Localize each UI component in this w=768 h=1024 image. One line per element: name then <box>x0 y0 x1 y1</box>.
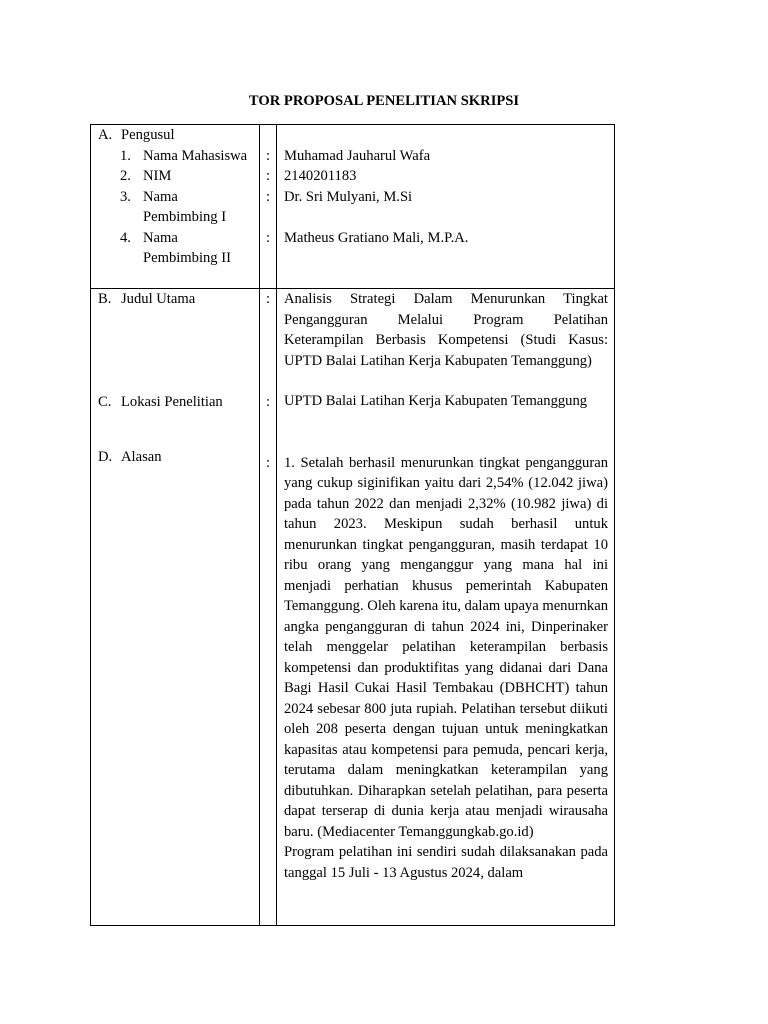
value-nim: 2140201183 <box>284 168 357 184</box>
value-alasan-paragraph-1: 1. Setalah berhasil menurunkan tingkat pengangguran yang cukup siginifikan yaitu dari 2,54% (12.042 jiwa) pada tahun 2022 dan menjadi 2,32% (10.982 jiwa) di tahun 2023. Meskipun sudah berhasil untuk menurunkan tingkat pengangguran, masih terdapat 10 ribu orang yang menganggur yang mana hal ini menjadi perhatian khusus pemerintah Kabupaten Temanggung. Oleh karena itu, dalam upaya menurnkan angka pengangguran di tahun 2024 ini, Dinperinaker telah menggelar pelatihan keterampilan berbasis kompetensi dan produktifitas yang didanai dari Dana Bagi Hasil Cukai Hasil Tembakau (DBHCHT) tahun 2024 sebesar 800 juta rupiah. Pelatihan tersebut diikuti oleh 208 peserta dengan tujuan untuk meningkatkan kapasitas atau kompetensi para pemuda, pencari kerja, terutama dalam meningkatkan keterampilan yang dibutuhkan. Diharapkan setelah pelatihan, para peserta dapat terserap di dunia kerja atau menjadi wirausaha baru. (Mediacenter Temanggungkab.go.id) <box>284 454 608 840</box>
document-title: TOR PROPOSAL PENELITIAN SKRIPSI <box>248 93 520 109</box>
label-pembimbing-2: Nama Pembimbing II <box>143 229 231 266</box>
value-pembimbing-2: Matheus Gratiano Mali, M.P.A. <box>284 229 469 246</box>
colon: : <box>265 291 271 307</box>
section-letter-a: A. <box>98 127 113 143</box>
label-nama-mahasiswa: Nama Mahasiswa <box>143 147 248 164</box>
value-nama-mahasiswa: Muhamad Jauharul Wafa <box>284 147 431 164</box>
colon: : <box>265 455 271 471</box>
section-label-judul: Judul Utama <box>121 291 196 307</box>
section-letter-b: B. <box>98 291 112 307</box>
colon: : <box>265 147 271 164</box>
colon: : <box>265 168 271 184</box>
value-pembimbing-1: Dr. Sri Mulyani, M.Si <box>284 188 413 205</box>
section-letter-c: C. <box>98 393 112 410</box>
list-item: 3. Nama Pembimbing I <box>91 187 259 228</box>
section-label-lokasi: Lokasi Penelitian <box>121 393 223 410</box>
value-lokasi: UPTD Balai Latihan Kerja Kabupaten Temanggung <box>284 393 588 409</box>
colon: : <box>265 188 271 205</box>
tor-table <box>90 124 615 926</box>
colon: : <box>265 229 271 246</box>
value-judul: Analisis Strategi Dalam Menurunkan Tingkat Pengangguran Melalui Program Pelatihan Keterampilan Berbasis Kompetensi (Studi Kasus: UPTD Balai Latihan Kerja Kabupaten Temanggung) <box>284 291 608 369</box>
row-pengusul <box>91 125 615 289</box>
list-item: 2. NIM <box>91 166 259 187</box>
section-label-alasan: Alasan <box>121 449 162 465</box>
list-item: 4. Nama Pembimbing II <box>91 228 259 269</box>
section-label-pengusul: Pengusul <box>121 127 175 143</box>
row-detail <box>91 289 615 926</box>
list-item: 1. Nama Mahasiswa <box>91 146 259 167</box>
label-nim: NIM <box>143 168 172 184</box>
value-alasan-paragraph-2: Program pelatihan ini sendiri sudah dilaksanakan pada tanggal 15 Juli - 13 Agustus 2024, dalam <box>284 844 608 881</box>
label-pembimbing-1: Nama Pembimbing I <box>143 188 227 225</box>
section-letter-d: D. <box>98 449 113 465</box>
colon: : <box>265 393 271 410</box>
